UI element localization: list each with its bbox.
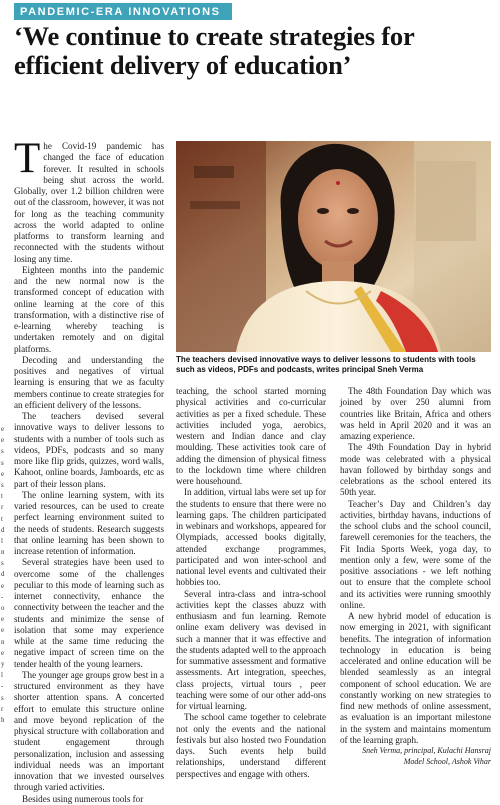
author-signature xyxy=(340,745,491,767)
edge-fragment: s xyxy=(1,458,4,467)
section-banner xyxy=(14,3,232,20)
edge-fragment: e xyxy=(1,581,5,590)
edge-fragment: s xyxy=(1,693,4,702)
edge-fragment: e xyxy=(1,626,5,635)
article-paragraph: A new hybrid model of education is now emerging in 2021, with significant benefits. The integration of information technology in education is being accelerated and online education will be blended seamlessly as an integral component of school education. We are constantly working on new strategies to find new methods of online assessment, as evaluation is an important milestone in the system and maintains momentum of the learning graph. xyxy=(340,611,491,745)
adjacent-column-fragments xyxy=(1,424,9,726)
article-column-1 xyxy=(14,135,164,805)
article-paragraph: Besides using numerous tools for xyxy=(22,793,144,804)
edge-fragment: h xyxy=(1,715,5,724)
article-paragraph: The 49th Foundation Day in hybrid mode was celebrated with a physical havan followed by birthday songs and celebrations as the school entered its 50th year. xyxy=(340,442,491,498)
edge-fragment: e xyxy=(1,436,5,445)
article-paragraph: Eighteen months into the pandemic and the new normal now is the transformed concept of education with online learning at the core of this transformation, with a distinctive rise of e-learning whereby teaching is undertaken remotely and on digital platforms. xyxy=(14,264,164,354)
edge-fragment: n xyxy=(1,637,5,646)
section-banner-label: PANDEMIC-ERA INNOVATIONS xyxy=(20,5,221,18)
portrait-photo xyxy=(176,141,491,352)
edge-fragment: r xyxy=(1,503,4,512)
photo-caption: The teachers devised innovative ways to deliver lessons to students with tools such as videos, PDFs and podcasts, writes principal Sneh Verma xyxy=(176,355,476,374)
article-paragraph: The teachers devised several innovative ways to deliver lessons to students with a number of tools such as videos, PDFs, podcasts and so many more like flip grids, quizzes, word walls, Kahoot, online boards, Jamboards, etc as part of their lesson plans. xyxy=(14,411,164,489)
article-paragraph: Decoding and understanding the positives and negatives of virtual learning is ensuring that we as faculty members continue to create strategies for an efficient delivery of the lessons. xyxy=(14,354,164,410)
drop-cap: T xyxy=(14,135,41,182)
edge-fragment: e xyxy=(1,615,5,624)
article-paragraph: In addition, virtual labs were set up for the students to ensure that there were no learning gaps. The children participated in webinars and workshops, appeared for Olympiads, accessed books digitally, attended exchange programmes, participated and won inter-school and national level events and cultivated their hobbies too. xyxy=(176,487,326,588)
edge-fragment: e xyxy=(1,648,5,657)
edge-fragment: d xyxy=(1,570,5,579)
article-paragraph: Several intra-class and intra-school activities kept the classes abuzz with enthusiasm and fun learning. Remote online exam delivery was devised in such a manner that it was effective and the students adapted well to the approach for summative assessment and formative assessments. Art integration, speeches, class projects, virtual tours , peer teaching were some of our other add-ons for virtual learning. xyxy=(176,588,326,711)
edge-fragment: y xyxy=(1,659,5,668)
article-column-3 xyxy=(340,386,491,746)
edge-fragment: t xyxy=(1,492,3,501)
article-paragraph: teaching, the school started morning physical activities and co-curricular activities as per a fixed schedule. These activities included yoga, aerobics, western and Indian dance and clay moulding. These activities took care of adding the dimension of physical fitness to the lockdown time where children were househound. xyxy=(176,386,326,486)
edge-fragment: e xyxy=(1,469,5,478)
article-paragraph: The Covid-19 pandemic has changed the face of education forever. It resulted in schools being shut across the world. Globally, over 1.2 billion children were out of the classroom, however, it was not for long as the teaching community across the world adapted to online platforms to transform learning and reconnected with the students without losing any time. xyxy=(14,135,164,264)
article-paragraph: The 48th Foundation Day which was joined by over 250 alumni from countries like Britain, Africa and others was held in April 2020 and it was an amazing experience. xyxy=(340,386,491,441)
author-signature-line-1: Sneh Verma, principal, Kulachi Hansraj xyxy=(362,746,491,755)
edge-fragment: l xyxy=(1,536,3,545)
edge-fragment: s xyxy=(1,447,4,456)
article-headline: ‘We continue to create strategies for efficient delivery of education’ xyxy=(14,21,415,80)
edge-fragment: d xyxy=(1,525,5,534)
article-paragraph: The online learning system, with its varied resources, can be used to create perfect learning environment suited to the needs of students. Research suggests that online learning has been shown to increase retention of information. xyxy=(14,489,164,556)
author-signature-line-2: Model School, Ashok Vihar xyxy=(403,757,491,766)
article-column-2 xyxy=(176,386,326,780)
edge-fragment: s xyxy=(1,559,4,568)
edge-fragment: o xyxy=(1,604,5,612)
article-paragraph: The school came together to celebrate not only the events and the national festivals but also hosted two Foundation days. Such events help build relationships, understand different perspectives and engage with others. xyxy=(176,712,326,779)
edge-fragment: l xyxy=(1,671,3,680)
article-paragraph: The younger age groups grow best in a structured environment as they have shorter attention spans. A concerted effort to emulate this structure online and move beyond replication of the physical structure with collaboration and student engagement through personalization, inclusion and assessing individual needs was an important innovation that we invested ourselves through varied activities. xyxy=(14,669,164,793)
edge-fragment: n xyxy=(1,548,5,557)
edge-fragment: t xyxy=(1,514,3,523)
edge-fragment: s xyxy=(1,480,4,489)
portrait-photo-illustration xyxy=(176,141,491,352)
edge-fragment: - xyxy=(1,682,4,691)
edge-fragment: - xyxy=(1,592,4,601)
edge-fragment: r xyxy=(1,704,4,713)
edge-fragment: e xyxy=(1,425,5,433)
article-paragraph: Several strategies have been used to overcome some of the challenges peculiar to this mode of learning such as internet connectivity, enhance the connectivity between the teacher and the students and minimize the sense of isolation that some may experience while at the same time reducing the negative impact of screen time on the tender health of the young learners. xyxy=(14,557,164,669)
article-paragraph: Teacher’s Day and Children’s day activities, birthday havans, inductions of the school clubs and the school council, farewell ceremonies for the teachers, the Fit India Sports Week, yoga day, to mention only a few, were some of the positive associations - we left nothing out to ensure that the complete school and its activities were running smoothly online. xyxy=(340,498,491,610)
